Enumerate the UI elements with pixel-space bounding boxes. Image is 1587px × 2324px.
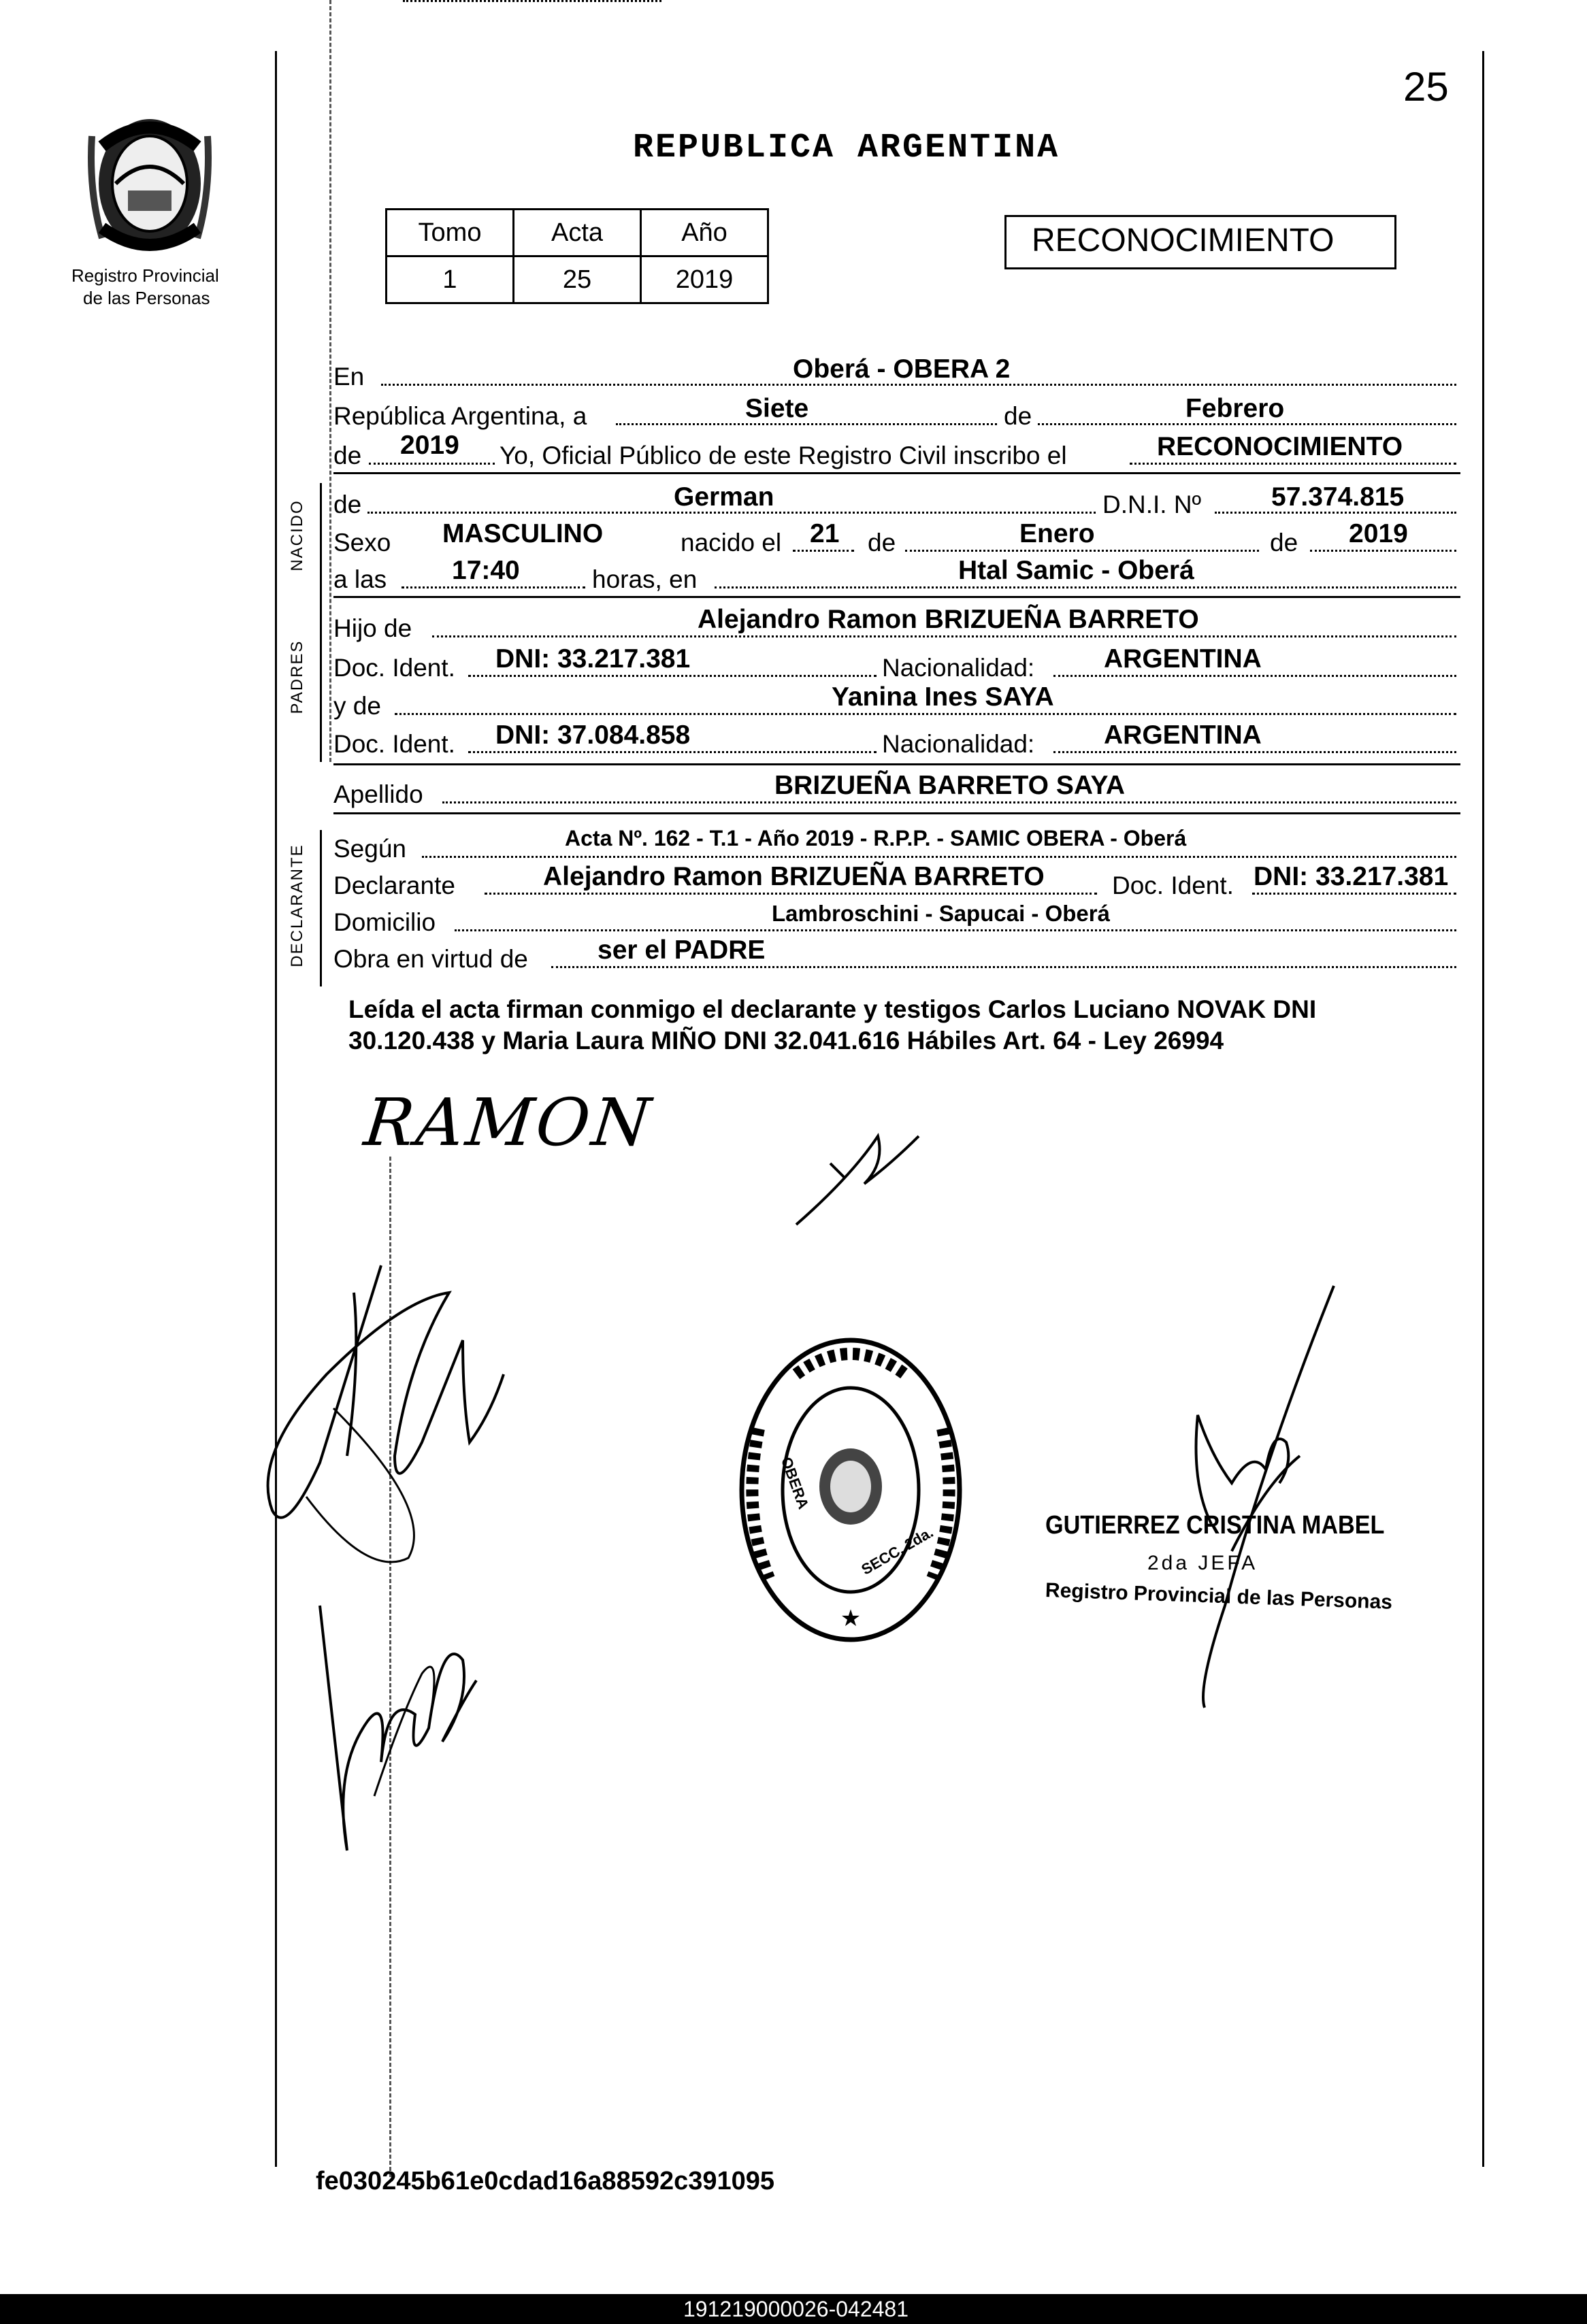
en-value: Oberá - OBERA 2: [793, 354, 1011, 384]
declarante-value: Alejandro Ramon BRIZUEÑA BARRETO: [543, 862, 1045, 891]
a-las-label: a las: [333, 565, 387, 593]
obra-value: ser el PADRE: [598, 935, 766, 965]
divider-apellido: [333, 812, 1460, 814]
mes-dots: [1038, 423, 1456, 425]
nac-de-label: de: [868, 529, 896, 557]
declarante-label: DECLARANTE: [288, 844, 306, 967]
en-dots: [381, 384, 1456, 386]
domicilio-value: Lambroschini - Sapucai - Oberá: [772, 901, 1110, 926]
dni-value: 57.374.815: [1271, 482, 1405, 512]
declarante-doc-value: DNI: 33.217.381: [1254, 862, 1449, 891]
sexo-label: Sexo: [333, 529, 391, 557]
madre-value: Yanina Ines SAYA: [832, 682, 1054, 712]
nac-anio-value: 2019: [1349, 519, 1408, 548]
divider-intro: [333, 472, 1460, 474]
y-de-label: y de: [333, 692, 381, 720]
mes-value: Febrero: [1185, 394, 1285, 423]
dni-dots: [1215, 512, 1456, 514]
declarante-field-label: Declarante: [333, 872, 455, 899]
anio-value: 2019: [641, 256, 768, 303]
handwritten-ramon: RAMON: [361, 1084, 657, 1161]
declarante-signature: [245, 1238, 531, 1592]
domicilio-label: Domicilio: [333, 908, 436, 936]
padres-label: PADRES: [288, 640, 306, 714]
apellido-label: Apellido: [333, 780, 423, 808]
stamp-inner-right: SECC. 2da.: [858, 1523, 936, 1578]
dia-value: Siete: [745, 394, 809, 423]
page-number: 25: [1403, 64, 1449, 110]
nombre-value: German: [674, 482, 774, 512]
padre-doc-dots: [468, 675, 877, 677]
col-header-tomo: Tomo: [387, 210, 514, 256]
apellido-value: BRIZUEÑA BARRETO SAYA: [774, 771, 1126, 800]
declarante-bracket: [320, 830, 322, 986]
padres-bracket: [320, 605, 322, 762]
madre-doc-label: Doc. Ident.: [333, 730, 455, 758]
anio-dots: [369, 463, 495, 465]
segun-dots: [422, 856, 1456, 858]
document-title: REPUBLICA ARGENTINA: [633, 129, 1060, 167]
padre-doc-label: Doc. Ident.: [333, 654, 455, 682]
nac-mes-dots: [905, 550, 1259, 552]
segun-label: Según: [333, 835, 406, 863]
stamp-icon: [735, 1333, 966, 1646]
declarante-doc-dots: [1252, 893, 1456, 895]
col-header-anio: Año: [641, 210, 768, 256]
nac-dia-value: 21: [810, 519, 840, 548]
segun-value: Acta Nº. 162 - T.1 - Año 2019 - R.P.P. - SAMIC OBERA - Oberá: [565, 826, 1187, 850]
hora-dots: [402, 586, 585, 588]
province-seal: [75, 109, 225, 259]
sexo-value: MASCULINO: [442, 519, 604, 548]
anio-value: 2019: [400, 431, 459, 460]
fold-line: [329, 0, 331, 762]
nac-de2-label: de: [1270, 529, 1298, 557]
document-hash: fe030245b61e0cdad16a88592c391095: [316, 2167, 775, 2195]
oficial-initial-mark: [789, 1123, 926, 1231]
oficial-office: Registro Provincial de las Personas: [1045, 1579, 1393, 1614]
lugar-dots: [715, 586, 1456, 588]
oficial-stamp: [735, 1333, 966, 1646]
nac-anio-dots: [1310, 550, 1456, 552]
horas-en-label: horas, en: [592, 565, 698, 593]
tomo-value: 1: [387, 256, 514, 303]
padre-doc-value: DNI: 33.217.381: [495, 644, 691, 674]
nacido-el-label: nacido el: [681, 529, 782, 557]
apellido-dots: [442, 801, 1456, 803]
registry-table: [385, 208, 769, 304]
hijo-de-label: Hijo de: [333, 614, 412, 642]
obra-dots: [551, 966, 1456, 968]
closing-line2: 30.120.438 y Maria Laura MIÑO DNI 32.041.616 Hábiles Art. 64 - Ley 26994: [348, 1027, 1224, 1055]
madre-nac-value: ARGENTINA: [1104, 720, 1262, 750]
right-margin-line: [1482, 51, 1484, 2167]
barcode-number: 191219000026-042481: [683, 2297, 909, 2321]
acta-value: 25: [514, 256, 641, 303]
madre-nac-dots: [1053, 751, 1456, 753]
nac-dia-dots: [793, 550, 854, 552]
logo-caption-line1: Registro Provincial: [71, 265, 219, 286]
hora-value: 17:40: [452, 556, 520, 585]
obra-label: Obra en virtud de: [333, 945, 528, 973]
province-seal-icon: [75, 109, 225, 259]
declarante-doc-label: Doc. Ident.: [1112, 872, 1234, 899]
madre-nac-label: Nacionalidad:: [882, 730, 1035, 758]
nacido-bracket: [320, 483, 322, 605]
lugar-value: Htal Samic - Oberá: [958, 556, 1194, 585]
witness-signature: [306, 1592, 497, 1878]
oficial-signature: [1130, 1279, 1347, 1714]
padre-dots: [432, 635, 1456, 637]
left-margin-line: [275, 51, 277, 2167]
padre-nac-value: ARGENTINA: [1104, 644, 1262, 674]
acto-value: RECONOCIMIENTO: [1157, 432, 1403, 461]
de-label: de: [1004, 402, 1032, 430]
acto-dots: [1130, 463, 1456, 465]
madre-dots: [395, 713, 1456, 715]
divider-padres: [333, 763, 1460, 765]
madre-doc-dots: [468, 751, 877, 753]
stamp-inner-left: OBERA: [777, 1455, 813, 1512]
closing-line1: Leída el acta firman conmigo el declarante y testigos Carlos Luciano NOVAK DNI: [348, 995, 1317, 1023]
oficial-text: Yo, Oficial Público de este Registro Civil inscribo el: [500, 442, 1067, 469]
svg-text:★: ★: [840, 1605, 862, 1632]
padre-nac-dots: [1053, 675, 1456, 677]
republica-label: República Argentina, a: [333, 402, 587, 430]
col-header-acta: Acta: [514, 210, 641, 256]
nac-mes-value: Enero: [1019, 519, 1095, 548]
dia-dots: [616, 423, 997, 425]
domicilio-dots: [455, 929, 1456, 931]
dni-label: D.N.I. Nº: [1102, 491, 1202, 518]
doc-type: RECONOCIMIENTO: [1032, 222, 1335, 259]
nombre-dots: [367, 512, 1096, 514]
en-label: En: [333, 363, 365, 391]
padre-nac-label: Nacionalidad:: [882, 654, 1035, 682]
sexo-dots: [403, 0, 661, 2]
padre-value: Alejandro Ramon BRIZUEÑA BARRETO: [698, 605, 1199, 634]
divider-nacido: [333, 596, 1460, 598]
madre-doc-value: DNI: 37.084.858: [495, 720, 691, 750]
oficial-role: 2da JEFA: [1147, 1552, 1258, 1574]
oficial-name: GUTIERREZ CRISTINA MABEL: [1045, 1511, 1385, 1540]
logo-caption-line2: de las Personas: [83, 288, 210, 308]
declarante-dots: [485, 893, 1097, 895]
nacido-de-label: de: [333, 491, 362, 518]
nacido-label: NACIDO: [288, 499, 306, 571]
de2-label: de: [333, 442, 362, 469]
